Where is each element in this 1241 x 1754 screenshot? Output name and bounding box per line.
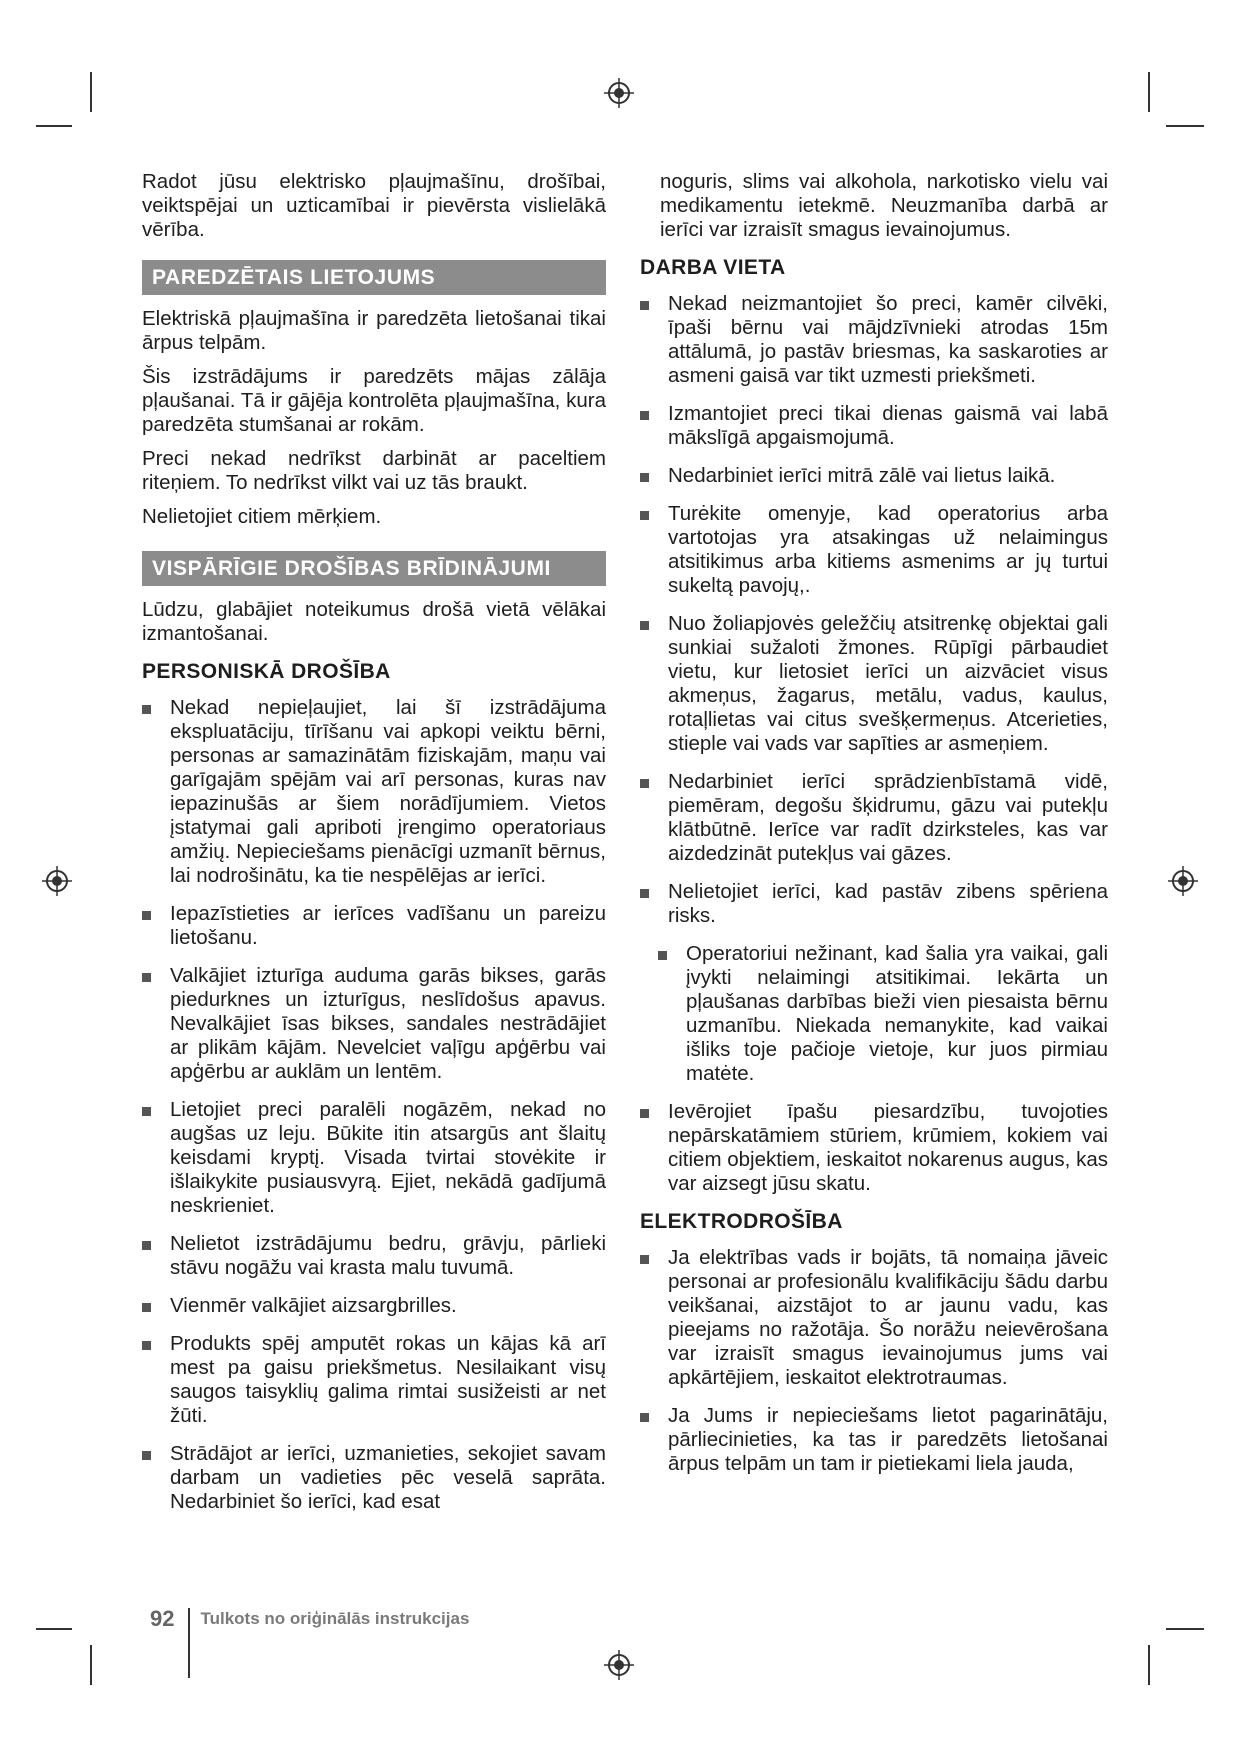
list-item: Strādājot ar ierīci, uzmanieties, sekojiet savam darbam un vadieties pēc veselā saprāta. Nedarbiniet šo ierīci, kad esat [142,1442,606,1514]
continued-paragraph: noguris, slims vai alkohola, narkotisko vielu vai medikamentu ietekmē. Neuzmanība darbā ar ierīci var izraisīt smagus ievainojumus. [660,170,1108,241]
list-item: Valkājiet izturīga auduma garās bikses, garās piedurknes un izturīgus, neslīdošus apavus. Nevalkājiet īsas bikses, sandales nestrādājiet ar plikām kājām. Nevelciet vaļīgu apģērbu vai apģērbu ar auklām un lentēm. [142,964,606,1084]
registration-mark-icon [604,78,634,108]
personal-safety-list [142,696,606,1514]
list-item: Lietojiet preci paralēli nogāzēm, nekad no augšas uz leju. Būkite itin atsargūs ant šlaitų keisdami kryptį. Visada tvirtai stovėkite ir išlaikykite pusiausvyrą. Ejiet, nekādā gadījumā neskrieniet. [142,1098,606,1218]
list-item: Nekad neizmantojiet šo preci, kamēr cilvēki, īpaši bērnu vai mājdzīvnieki atrodas 15m attālumā, jo pastāv briesmas, ka saskaroties ar asmeni gaisā var tikt uzmesti priekšmeti. [640,292,1108,388]
crop-mark [1148,1645,1150,1685]
footer-text: Tulkots no oriģinālās instrukcijas [200,1609,470,1628]
registration-mark-icon [604,1650,634,1680]
crop-mark [1148,72,1150,112]
electrical-safety-list [640,1246,1108,1476]
list-item: Nedarbiniet ierīci sprādzienbīstamā vidē, piemēram, degošu šķidrumu, gāzu vai putekļu klātbūtnē. Ierīce var radīt dzirksteles, kas var aizdedzināt putekļus vai gāzes. [640,770,1108,866]
crop-mark [1166,1628,1204,1630]
list-item: Ievērojiet īpašu piesardzību, tuvojoties nepārskatāmiem stūriem, krūmiem, kokiem vai citiem objektiem, ieskaitot nokarenus augus, kas var aizsegt jūsu skatu. [640,1100,1108,1196]
section-banner-general-safety: VISPĀRĪGIE DROŠĪBAS BRĪDINĀJUMI [142,551,606,586]
list-item: Nelietot izstrādājumu bedru, grāvju, pārlieki stāvu nogāžu vai krasta malu tuvumā. [142,1232,606,1280]
footer-divider [188,1608,190,1678]
list-item: Produkts spēj amputēt rokas un kājas kā arī mest pa gaisu priekšmetus. Nesilaikant visų saugos taisyklių galima rimtai susižeisti ar net žūti. [142,1332,606,1428]
general-safety-paragraph: Lūdzu, glabājiet noteikumus drošā vietā vēlākai izmantošanai. [142,598,606,645]
list-item: Nedarbiniet ierīci mitrā zālē vai lietus laikā. [640,464,1108,488]
intended-use-paragraph: Nelietojiet citiem mērķiem. [142,505,382,528]
heading-electrical-safety: ELEKTRODROŠĪBA [640,1210,843,1233]
intended-use-paragraph: Šis izstrādājums ir paredzēts mājas zālāja pļaušanai. Tā ir gājēja kontrolēta pļaujmašīna, kura paredzēta stumšanai ar rokām. [142,365,606,436]
list-item: Nelietojiet ierīci, kad pastāv zibens spēriena risks. [640,880,1108,928]
registration-mark-icon [42,866,72,896]
page-number: 92 [150,1606,175,1631]
left-column [142,170,606,1528]
list-item: Turėkite omenyje, kad operatorius arba vartotojas yra atsakingas už nelaimingus atsitikimus arba kitiems asmenims ar jų turtui sukeltą pavojų,. [640,502,1108,598]
crop-mark [90,72,92,112]
right-column [640,170,1108,1490]
intended-use-paragraph: Elektriskā pļaujmašīna ir paredzēta lietošanai tikai ārpus telpām. [142,307,606,354]
list-item: Ja Jums ir nepieciešams lietot pagarinātāju, pārliecinieties, ka tas ir paredzēts lietošanai ārpus telpām un tam ir pietiekami liela jauda, [640,1404,1108,1476]
registration-mark-icon [1168,866,1198,896]
crop-mark [1166,125,1204,127]
list-item: Iepazīstieties ar ierīces vadīšanu un pareizu lietošanu. [142,902,606,950]
list-item: Nekad nepieļaujiet, lai šī izstrādājuma ekspluatāciju, tīrīšanu vai apkopi veiktu bērni, personas ar samazinātām fiziskajām, maņu vai garīgajām spējām vai arī personas, kuras nav iepazinušās ar šiem norādījumiem. Vietos įstatymai gali apriboti įrengimo operatoriaus amžių. Nepieciešams pienācīgi uzmanīt bērnus, lai nodrošinātu, ka tie nespēlējas ar ierīci. [142,696,606,888]
page-footer [150,1584,469,1654]
section-banner-intended-use: PAREDZĒTAIS LIETOJUMS [142,260,606,295]
list-item: Nuo žoliapjovės geležčių atsitrenkę objektai gali sunkiai sužaloti žmones. Rūpīgi pārbaudiet vietu, kur lietosiet ierīci un aizvāciet visus akmeņus, žagarus, metālu, vadus, kaulus, rotaļlietas vai citus svešķermeņus. Atcerieties, stieple vai vads var sapīties ar asmeņiem. [640,612,1108,756]
list-item: Izmantojiet preci tikai dienas gaismā vai labā mākslīgā apgaismojumā. [640,402,1108,450]
crop-mark [36,1628,72,1630]
intro-paragraph: Radot jūsu elektrisko pļaujmašīnu, drošībai, veiktspējai un uzticamībai ir pievērsta vislielākā vērība. [142,170,606,241]
list-item: Ja elektrības vads ir bojāts, tā nomaiņa jāveic personai ar profesionālu kvalifikāciju šādu darbu veikšanai, aizstājot to ar jaunu vadu, kas pieejams no ražotāja. Šo norāžu neievērošana var izraisīt smagus ievainojumus jums vai apkārtējiem, ieskaitot elektrotraumas. [640,1246,1108,1390]
list-item: Vienmēr valkājiet aizsargbrilles. [142,1294,606,1318]
crop-mark [36,125,72,127]
work-area-list [640,292,1108,1196]
crop-mark [90,1645,92,1685]
list-item: Operatoriui nežinant, kad šalia yra vaikai, gali įvykti nelaimingi atsitikimai. Iekārta un pļaušanas darbības bieži vien piesaista bērnu uzmanību. Niekada nemanykite, kad vaikai išliks toje pačioje vietoje, kur juos pirmiau matėte. [640,942,1108,1086]
heading-personal-safety: PERSONISKĀ DROŠĪBA [142,660,391,683]
intended-use-paragraph: Preci nekad nedrīkst darbināt ar paceltiem riteņiem. To nedrīkst vilkt vai uz tās braukt. [142,447,606,494]
heading-work-area: DARBA VIETA [640,256,786,279]
